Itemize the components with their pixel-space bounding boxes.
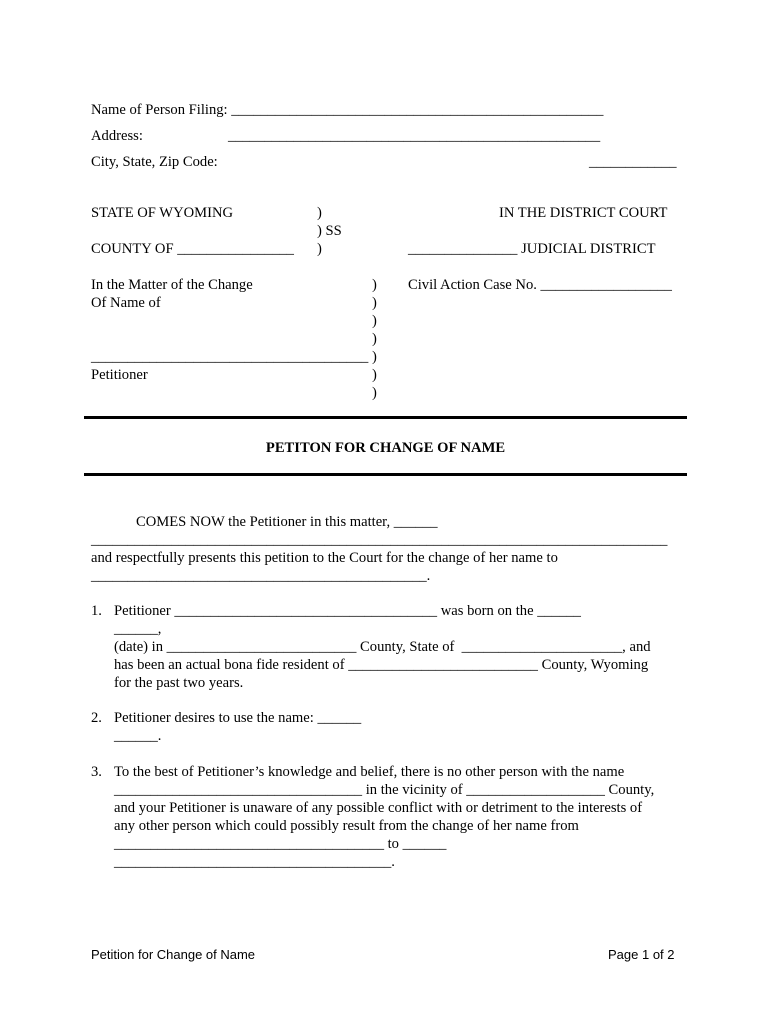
matter-paren: ) [372,277,377,293]
title-rule-bottom [84,473,687,476]
matter-line-1: In the Matter of the Change [91,277,253,293]
name-of-person-filing-line: Name of Person Filing: ___________________________________________________ [91,102,604,118]
address-label: Address: [91,128,143,144]
footer-page-number: Page 1 of 2 [608,947,675,962]
intro-line-1: COMES NOW the Petitioner in this matter, ______ [136,514,438,530]
district-court-heading: IN THE DISTRICT COURT [499,205,668,221]
footer-document-title: Petition for Change of Name [91,947,256,962]
item-1-line: Petitioner ____________________________________ was born on the ______ [114,603,581,619]
item-1-line: (date) in __________________________ County, State of ______________________, and [114,639,651,655]
matter-paren: ) [372,313,377,329]
item-2-line: ______. [114,728,162,744]
petitioner-label: Petitioner [91,367,148,383]
intro-line-3: and respectfully presents this petition to the Court for the change of her name to [91,550,558,566]
item-number: 1. [91,603,102,619]
matter-paren: ) [372,349,377,365]
petitioner-name-blank: ______________________________________ [91,349,369,365]
county-of-line: COUNTY OF ________________ [91,241,294,257]
matter-paren: ) [372,367,377,383]
item-1-line: for the past two years. [114,675,244,691]
matter-paren: ) [372,331,377,347]
item-3-line: ______________________________________. [114,854,395,870]
matter-line-2: Of Name of [91,295,161,311]
city-state-zip-label: City, State, Zip Code: [91,154,218,170]
item-1-line: ______, [114,621,162,637]
intro-line-4: ______________________________________________. [91,568,431,584]
item-number: 3. [91,764,102,780]
title-rule-top [84,416,687,419]
item-3-line: and your Petitioner is unaware of any possible conflict with or detriment to the interests of [114,800,643,816]
matter-paren: ) [372,295,377,311]
item-2-line: Petitioner desires to use the name: ______ [114,710,362,726]
civil-action-case-no: Civil Action Case No. __________________ [408,277,672,293]
caption-ss: ) SS [317,223,342,239]
caption-paren: ) [317,205,322,221]
city-state-zip-blank: ____________ [589,154,677,170]
item-3-line: __________________________________ in the vicinity of ___________________ County, [114,782,655,798]
item-1-line: has been an actual bona fide resident of __________________________ County, Wyoming [114,657,649,673]
intro-line-2: _______________________________________________________________________________ [91,532,668,548]
item-number: 2. [91,710,102,726]
judicial-district-line: _______________ JUDICIAL DISTRICT [408,241,656,257]
item-3-line: any other person which could possibly result from the change of her name from [114,818,579,834]
matter-paren: ) [372,385,377,401]
item-3-line: To the best of Petitioner’s knowledge and belief, there is no other person with the name [114,764,625,780]
item-3-line: _____________________________________ to ______ [114,836,447,852]
caption-paren: ) [317,241,322,257]
address-blank: ___________________________________________________ [228,128,601,144]
document-title: PETITON FOR CHANGE OF NAME [265,440,506,456]
state-of-wyoming: STATE OF WYOMING [91,205,234,221]
